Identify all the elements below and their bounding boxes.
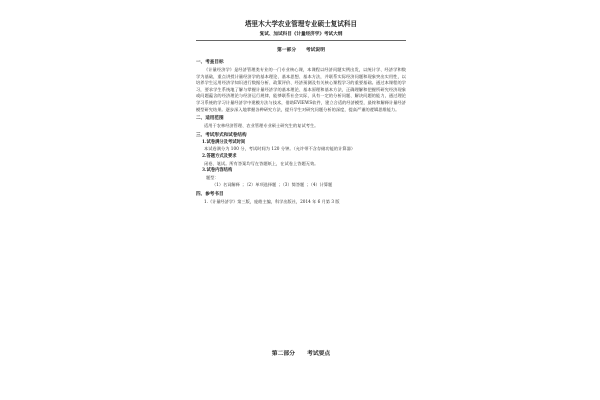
- section-exam-objectives-text: 《计量经济学》是经济管理类专业的一门专业核心课，本课程以经济问题实例出发，以统计学、经济学和数学为基础，重点讲授计量经济学的基本理论、基本思想、基本方法，并联系实际经济问题和现象突出实用性，以培养学生运用经济学知识进行数据分析、政策评价、经济预测及有关核心课程学习的重要基础。通过本课程的学习，要求学生系统地了解与掌握计量经济学的基本理论、基本原理和基本方法，正确理解和把握所研究经济现象或问题蕴含的经济理论与经济运行规律，能够联系社会实际，具有一定的分析问题、解决问题的能力，通过理论学习系统的学习计量经济学中建模方法与技术，借助EVIEWS软件，建立合适的经济模型，最终和解释计量经济模型研究结果。逐步深入地掌握各种研究方法，提升学生对研究问题分析的深度，提高严谨的逻辑思维能力。: [196, 67, 406, 112]
- section-references-heading: 四、参考书目: [196, 191, 224, 197]
- part-one-title: [196, 47, 406, 54]
- part-one-name: 考试说明: [305, 47, 326, 53]
- subsection-paper-structure-heading: 3.试卷内容结构: [202, 168, 233, 174]
- question-types-list: （1）名词解释 ；（2）单项选择题 ；（3）简答题 ；（4）计算题: [212, 182, 333, 188]
- subsection-answer-method-heading: 2.答题方式及要求: [202, 153, 237, 159]
- title-divider: [196, 40, 406, 41]
- part-two-name: 考试要点: [307, 351, 331, 357]
- question-types-label: 题型：: [206, 174, 219, 180]
- part-two-label: 第二部分: [271, 351, 295, 357]
- section-exam-objectives-heading: 一、考查目标: [196, 60, 224, 65]
- subsection-answer-method-text: 闭卷、笔试。所有答案均写在答题纸上，在试卷上答题无效。: [204, 160, 319, 166]
- section-exam-format-heading: 三、考试形式和试卷结构: [196, 132, 247, 138]
- part-one-label: 第一部分: [276, 47, 297, 53]
- section-scope-text: 适用于农林经济管理、农业管理专业硕士研究生的复试考生。: [204, 123, 319, 129]
- reference-item: 1.《计量经济学》第三版，庞皓主编，科学出版社，2014 年 6 月第 3 版: [204, 198, 340, 204]
- subsection-score-time-text: 本试卷满分为 100 分，考试时间为 120 分钟。（允许带不含存储功能的计算器）: [204, 146, 356, 152]
- document-subtitle: 复试、加试科目《计量经济学》考试大纲: [259, 32, 343, 37]
- section-scope-heading: 二、适用范围: [196, 116, 224, 122]
- part-two-title: [196, 350, 406, 358]
- subsection-score-time-heading: 1.试卷满分及考试时间: [202, 139, 246, 145]
- syllabus-document: [196, 20, 406, 207]
- document-title: 塔里木大学农业管理专业硕士复试科目: [244, 20, 358, 28]
